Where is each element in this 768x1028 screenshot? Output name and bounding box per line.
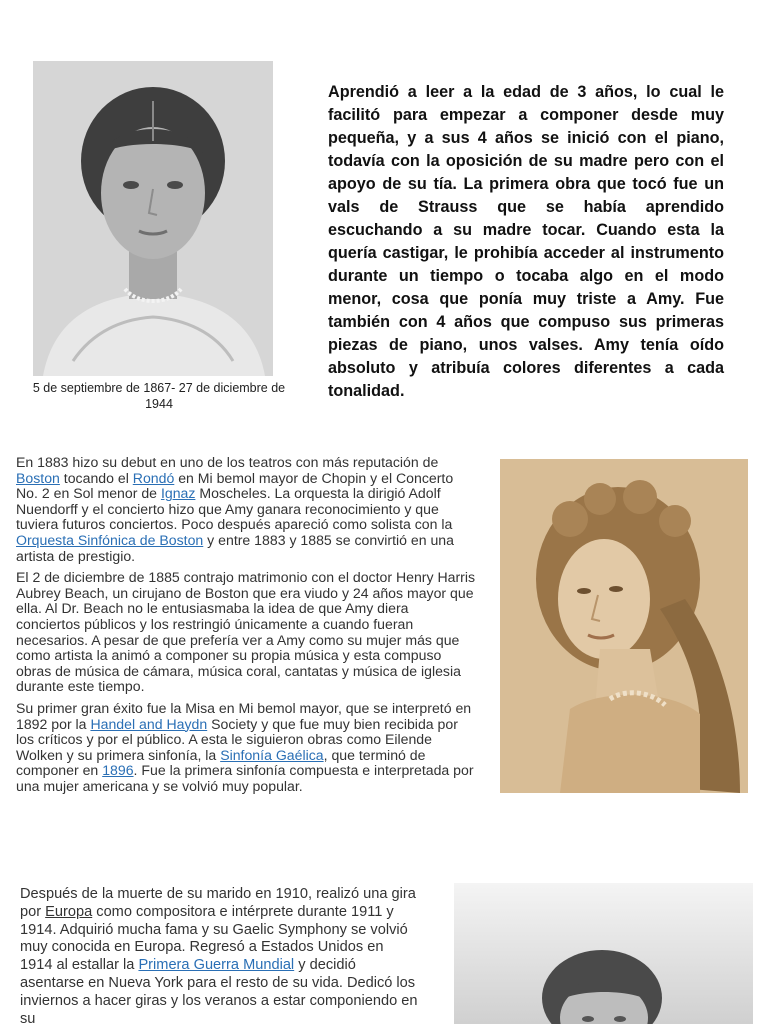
text-span: y que fue muy bien recibida por los críticos y por el público. A esta le siguieron obras como Eilende Wolken y su primera sinfonía, la — [16, 715, 458, 763]
paragraph-first-success — [16, 701, 476, 795]
link-primera-guerra-mundial[interactable]: Primera Guerra Mundial — [138, 957, 295, 974]
biography-paragraph-1: Aprendió a leer a la edad de 3 años, lo cual le facilitó para empezar a componer desde muy pequeña, y a sus 4 años se inició con el piano, todavía con la oposición de su madre pero con el apoyo de su tía. La primera obra que tocó fue un vals de Strauss que se había aprendido escuchando a su madre tocar. Cuando esta la quería castigar, le prohibía acceder al instrumento durante un tiempo o tocaba algo en el modo menor, cosa que ponía muy triste a Amy. Fue también con 4 años que compuso sus primeras piezas de piano, unos valses. Amy tenía oído absoluto y atribuía colores diferentes a cada tonalidad. — [328, 83, 724, 400]
portrait-illustration-1 — [33, 61, 273, 376]
portrait-photo-3 — [454, 883, 753, 1024]
portrait-illustration-2 — [500, 459, 748, 793]
biography-section-3 — [20, 886, 418, 1028]
link-sinfonia-gaelica[interactable]: Sinfonía Gaélica — [220, 746, 324, 763]
link-1896[interactable]: 1896 — [102, 762, 134, 779]
link-ignaz[interactable]: Ignaz — [160, 485, 196, 502]
text-span: Después de la muerte de su marido en 1910, realizó una gira por — [20, 886, 416, 920]
text-span: como compositora e intérprete durante 1911 y 1914. Adquirió mucha fama y su Gaelic Symphony se volvió muy conocida en Europa. Regresó a Estados Unidos en 1914 al estallar la — [20, 903, 408, 974]
link-boston[interactable]: Boston — [16, 469, 60, 486]
biography-section-2 — [16, 455, 476, 800]
link-orquesta-sinfonica[interactable]: Orquesta Sinfónica de Boston — [16, 531, 204, 548]
text-span: Su primer gran éxito fue la Misa en Mi bemol mayor, que se interpretó en 1892 por la — [16, 699, 472, 732]
paragraph-debut — [16, 455, 476, 564]
text-span: en Mi bemol mayor de Chopin y el Concerto No. 2 en Sol menor de — [16, 469, 454, 502]
text-span: Moscheles — [195, 485, 267, 502]
link-rondo[interactable]: Rondó — [132, 469, 175, 486]
text-span: . Fue la primera sinfonía compuesta e interpretada por una mujer americana y se volvió muy popular. — [16, 762, 474, 794]
text-span: Society — [207, 715, 258, 732]
text-span: . La orquesta la dirigió Adolf Nuendorff y el concierto hizo que Amy ganara reconocimiento y que tuviera futuros conciertos. Poco después apareció como solista con la — [16, 485, 453, 533]
paragraph-marriage: El 2 de diciembre de 1885 contrajo matrimonio con el doctor Henry Harris Aubrey Beach, un cirujano de Boston que era viudo y 24 años mayor que ella. Al Dr. Beach no le entusiasmaba la idea de que Amy diera conciertos públicos y los restringió únicamente a cuando fueran necesarios. A pesar de que prefería ver a Amy como su mujer más que como artista la animó a componer su propia música y esta compuso obras de música de cámara, música coral, cantatas y música de iglesia durante este tiempo. — [16, 569, 476, 695]
portrait-photo-1 — [33, 61, 273, 376]
text-span: y entre 1883 y 1885 se convirtió en una artista de prestigio. — [16, 531, 454, 564]
text-span: , que terminó de componer en — [16, 746, 426, 779]
photo-caption: 5 de septiembre de 1867- 27 de diciembre de 1944 — [32, 381, 286, 411]
text-span: En 1883 hizo su debut en uno de los teatros con más reputación de — [16, 454, 439, 470]
link-europa[interactable]: Europa — [45, 903, 93, 920]
portrait-photo-2 — [500, 459, 748, 793]
text-span: tocando el — [59, 469, 133, 486]
link-handel-haydn[interactable]: Handel and Haydn — [90, 715, 208, 732]
portrait-illustration-3 — [454, 883, 753, 1024]
text-span: y decidió asentarse en Nueva York para el resto de su vida. Dedicó los inviernos a hacer giras y los veranos a estar componiendo en su — [20, 957, 418, 1027]
